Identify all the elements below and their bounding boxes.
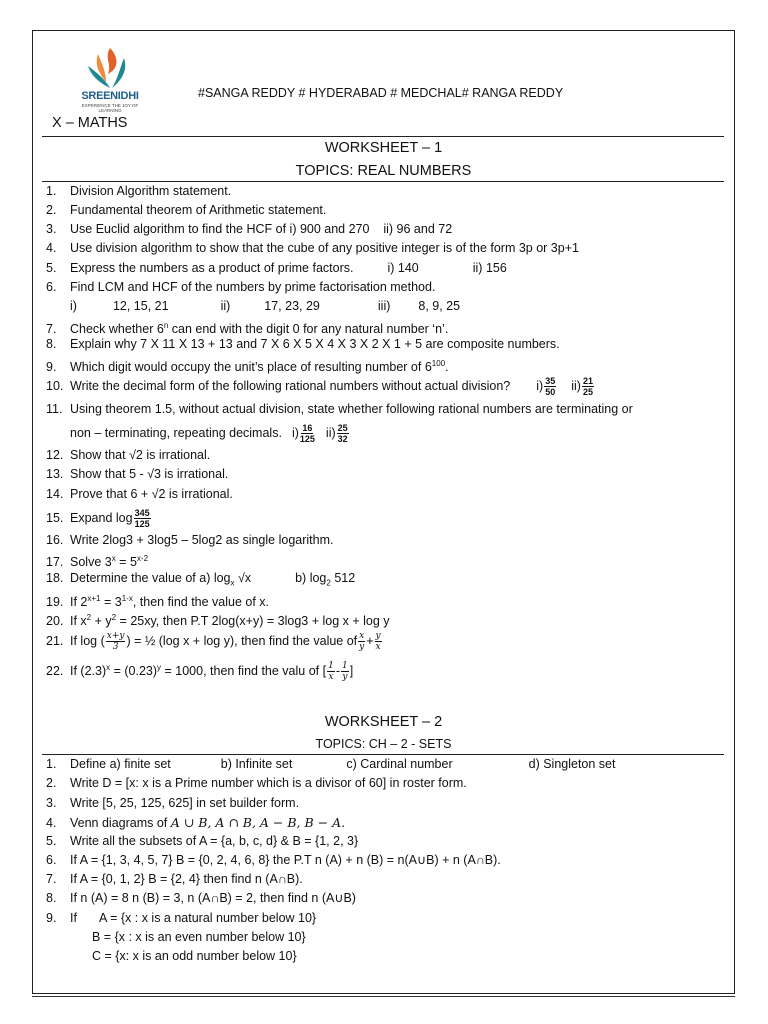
item-number: 2. xyxy=(46,203,57,217)
list-item xyxy=(46,280,435,295)
page-border-bottom xyxy=(32,996,735,997)
list-item: 17. Solve $3^x = 5^{x-2}$ xyxy=(46,554,149,570)
list-item xyxy=(46,487,233,502)
question-text: If A = {1, 3, 4, 5, 7} B = {0, 2, 4, 6, 8} the P.T n (A) + n (B) = n(A∪B) + n (A∩B). xyxy=(70,853,501,867)
list-item: 10. Write the decimal form of the following rational numbers without actual division? i) $\frac{35}{50}$ ii) $\frac{21}{25}$ xyxy=(46,376,593,397)
question-text: Fundamental theorem of Arithmetic statement. xyxy=(70,203,327,217)
question-text: Show that √2 is irrational. xyxy=(70,448,211,462)
item-number: 4. xyxy=(46,816,57,830)
option-label: ii) xyxy=(220,299,231,313)
item-number: 7. xyxy=(46,322,57,337)
item-number: 18. xyxy=(46,571,64,585)
question-text: Write [5, 25, 125, 625] in set builder form. xyxy=(70,796,300,810)
question-text: Use division algorithm to show that the cube of any positive integer is of the form 3p or 3p+1 xyxy=(70,241,579,255)
item-number: 6. xyxy=(46,853,57,867)
list-item: 9. If A = {x : x is a natural number below 10} xyxy=(46,911,317,925)
item-number: 3. xyxy=(46,796,57,810)
list-item: 1. Define a) finite set b) Infinite set c) Cardinal number d) Singleton set xyxy=(46,757,616,771)
list-item xyxy=(46,776,467,791)
fraction: $\frac{16}{125}$ xyxy=(299,423,315,444)
option-text: i) 140 xyxy=(387,261,419,275)
item-number: 12. xyxy=(46,448,64,462)
item-number: 20. xyxy=(46,614,64,629)
list-item xyxy=(46,241,579,256)
list-item-options xyxy=(70,299,460,314)
item-number: 13. xyxy=(46,467,64,481)
option-label: i) xyxy=(70,299,77,313)
worksheet-2-title: WORKSHEET – 2 xyxy=(324,714,443,730)
item-number: 1. xyxy=(46,757,57,771)
list-item-continued: non – terminating, repeating decimals. i) $\frac{16}{125}$ ii) $\frac{25}{32}$ xyxy=(70,423,348,444)
list-item xyxy=(46,448,210,463)
item-number: 4. xyxy=(46,241,57,255)
item-number: 1. xyxy=(46,184,57,198)
list-item xyxy=(46,222,452,237)
question-text: Express the numbers as a product of prime factors. xyxy=(70,261,354,275)
item-number: 14. xyxy=(46,487,64,501)
fraction: $\frac{35}{50}$ xyxy=(545,376,556,397)
item-number: 16. xyxy=(46,533,64,547)
list-item: 18. Determine the value of a) $\log_x √x$ b) $\log_2 512$ xyxy=(46,571,356,588)
question-text: Using theorem 1.5, without actual division, state whether following rational numbers are terminating or xyxy=(70,402,633,416)
option-label: iii) xyxy=(377,299,391,313)
list-item xyxy=(46,402,633,417)
item-number: 8. xyxy=(46,891,57,905)
list-item-continued: B = {x : x is an even number below 10} xyxy=(92,930,306,944)
question-text: Write 2log3 + 3log5 – 5log2 as single logarithm. xyxy=(70,533,334,547)
item-number: 17. xyxy=(46,555,64,570)
worksheet-2-divider xyxy=(42,754,724,755)
list-item xyxy=(46,337,560,352)
item-number: 6. xyxy=(46,280,57,294)
option-text: 17, 23, 29 xyxy=(264,299,320,313)
item-number: 2. xyxy=(46,776,57,790)
item-number: 7. xyxy=(46,872,57,886)
item-number: 10. xyxy=(46,378,64,393)
item-number: 9. xyxy=(46,360,57,375)
fraction: $\frac{25}{32}$ xyxy=(337,423,348,444)
worksheet-2-topic: TOPICS: CH – 2 - SETS xyxy=(315,737,452,751)
list-item: 20. If $x^2 + y^2 = 25xy$, then P.T 2log(x+y) = 3log3 + log x + log y xyxy=(46,613,390,629)
question-text: Write all the subsets of A = {a, b, c, d} & B = {1, 2, 3} xyxy=(70,834,359,848)
question-text: If n (A) = 8 n (B) = 3, n (A∩B) = 2, then find n (A∪B) xyxy=(70,891,356,905)
fraction: $\frac{x}{y}$ xyxy=(359,631,365,652)
fraction: $\frac{y}{x}$ xyxy=(375,631,381,652)
worksheet-1-divider xyxy=(42,181,724,182)
list-item: 4. Venn diagrams of A ∪ B, A ∩ B, A − B, B − A. xyxy=(46,815,346,830)
list-item xyxy=(46,467,228,482)
question-text: If A = {0, 1, 2} B = {2, 4} then find n (A∩B). xyxy=(70,872,303,886)
fraction: $\frac{345}{125}$ xyxy=(134,508,150,529)
question-text: Prove that 6 + √2 is irrational. xyxy=(70,487,233,501)
question-text: Write the decimal form of the following rational numbers without actual division? xyxy=(70,378,511,393)
question-text: Division Algorithm statement. xyxy=(70,184,232,198)
worksheet-1-topic: TOPICS: REAL NUMBERS xyxy=(295,163,472,179)
item-number: 15. xyxy=(46,510,64,525)
item-number: 5. xyxy=(46,834,57,848)
option-text: ii) 156 xyxy=(472,261,507,275)
fraction: $\frac{21}{25}$ xyxy=(582,376,593,397)
list-item xyxy=(46,891,356,906)
fraction: $\frac{1}{y}$ xyxy=(342,661,348,683)
sreenidhi-logo xyxy=(76,44,144,120)
list-item xyxy=(46,834,358,849)
worksheet-1-title: WORKSHEET – 1 xyxy=(324,140,443,156)
fraction: $\frac{1}{x}$ xyxy=(328,661,334,683)
list-item: 22. If $(2.3)^x = (0.23)^y = 1000$, then find the valu of [ $\frac{1}{x}$ - $\frac{1}{y}$ ] xyxy=(46,661,354,683)
item-number: 19. xyxy=(46,595,64,610)
flame-logo-icon xyxy=(76,44,144,92)
locations-header: #SANGA REDDY # HYDERABAD # MEDCHAL# RANGA REDDY xyxy=(198,86,564,100)
option-text: 12, 15, 21 xyxy=(112,299,169,313)
list-item xyxy=(46,853,501,868)
list-item: 7. Check whether 6$^n$ can end with the digit 0 for any natural number ‘n’. xyxy=(46,321,449,337)
list-item: 21. If log ( $\frac{x+y}{3}$ ) = ½ (log x + log y), then find the value of $\frac{x}{y}$ + $\frac{y}{x}$ xyxy=(46,631,381,652)
list-item xyxy=(46,533,333,548)
item-number: 9. xyxy=(46,911,57,925)
list-item-continued: C = {x: x is an odd number below 10} xyxy=(92,949,297,963)
list-item: 19. If $2^{x+1} = 3^{1-x}$, then find the value of x. xyxy=(46,594,270,610)
item-number: 3. xyxy=(46,222,57,236)
item-number: 21. xyxy=(46,633,64,648)
question-text: Explain why 7 X 11 X 13 + 13 and 7 X 6 X 5 X 4 X 3 X 2 X 1 + 5 are composite numbers. xyxy=(70,337,560,351)
question-text: Use Euclid algorithm to find the HCF of i) 900 and 270 ii) 96 and 72 xyxy=(70,222,453,236)
logo-tagline: EXPERIENCE THE JOY OF LEARNING xyxy=(81,103,139,113)
list-item xyxy=(46,872,303,887)
question-text: Show that 5 - √3 is irrational. xyxy=(70,467,229,481)
question-text: Find LCM and HCF of the numbers by prime factorisation method. xyxy=(70,280,436,294)
question-text: Write D = [x: x is a Prime number which is a divisor of 60] in roster form. xyxy=(70,776,467,790)
list-item xyxy=(46,203,326,218)
list-item xyxy=(46,184,231,199)
list-item: 15. Expand log $\frac{345}{125}$ xyxy=(46,508,150,529)
list-item xyxy=(46,261,507,276)
list-item xyxy=(46,796,299,811)
header-divider xyxy=(42,136,724,137)
item-number: 8. xyxy=(46,337,57,351)
option-text: 8, 9, 25 xyxy=(418,299,461,313)
logo-name: SREENIDHI xyxy=(81,90,139,102)
list-item: 9. Which digit would occupy the unit’s place of resulting number of $6^{100}$. xyxy=(46,359,449,375)
item-number: 22. xyxy=(46,664,64,679)
fraction: $\frac{x+y}{3}$ xyxy=(106,631,125,652)
item-number: 5. xyxy=(46,261,57,275)
class-title: X – MATHS xyxy=(52,115,128,131)
item-number: 11. xyxy=(46,402,63,416)
